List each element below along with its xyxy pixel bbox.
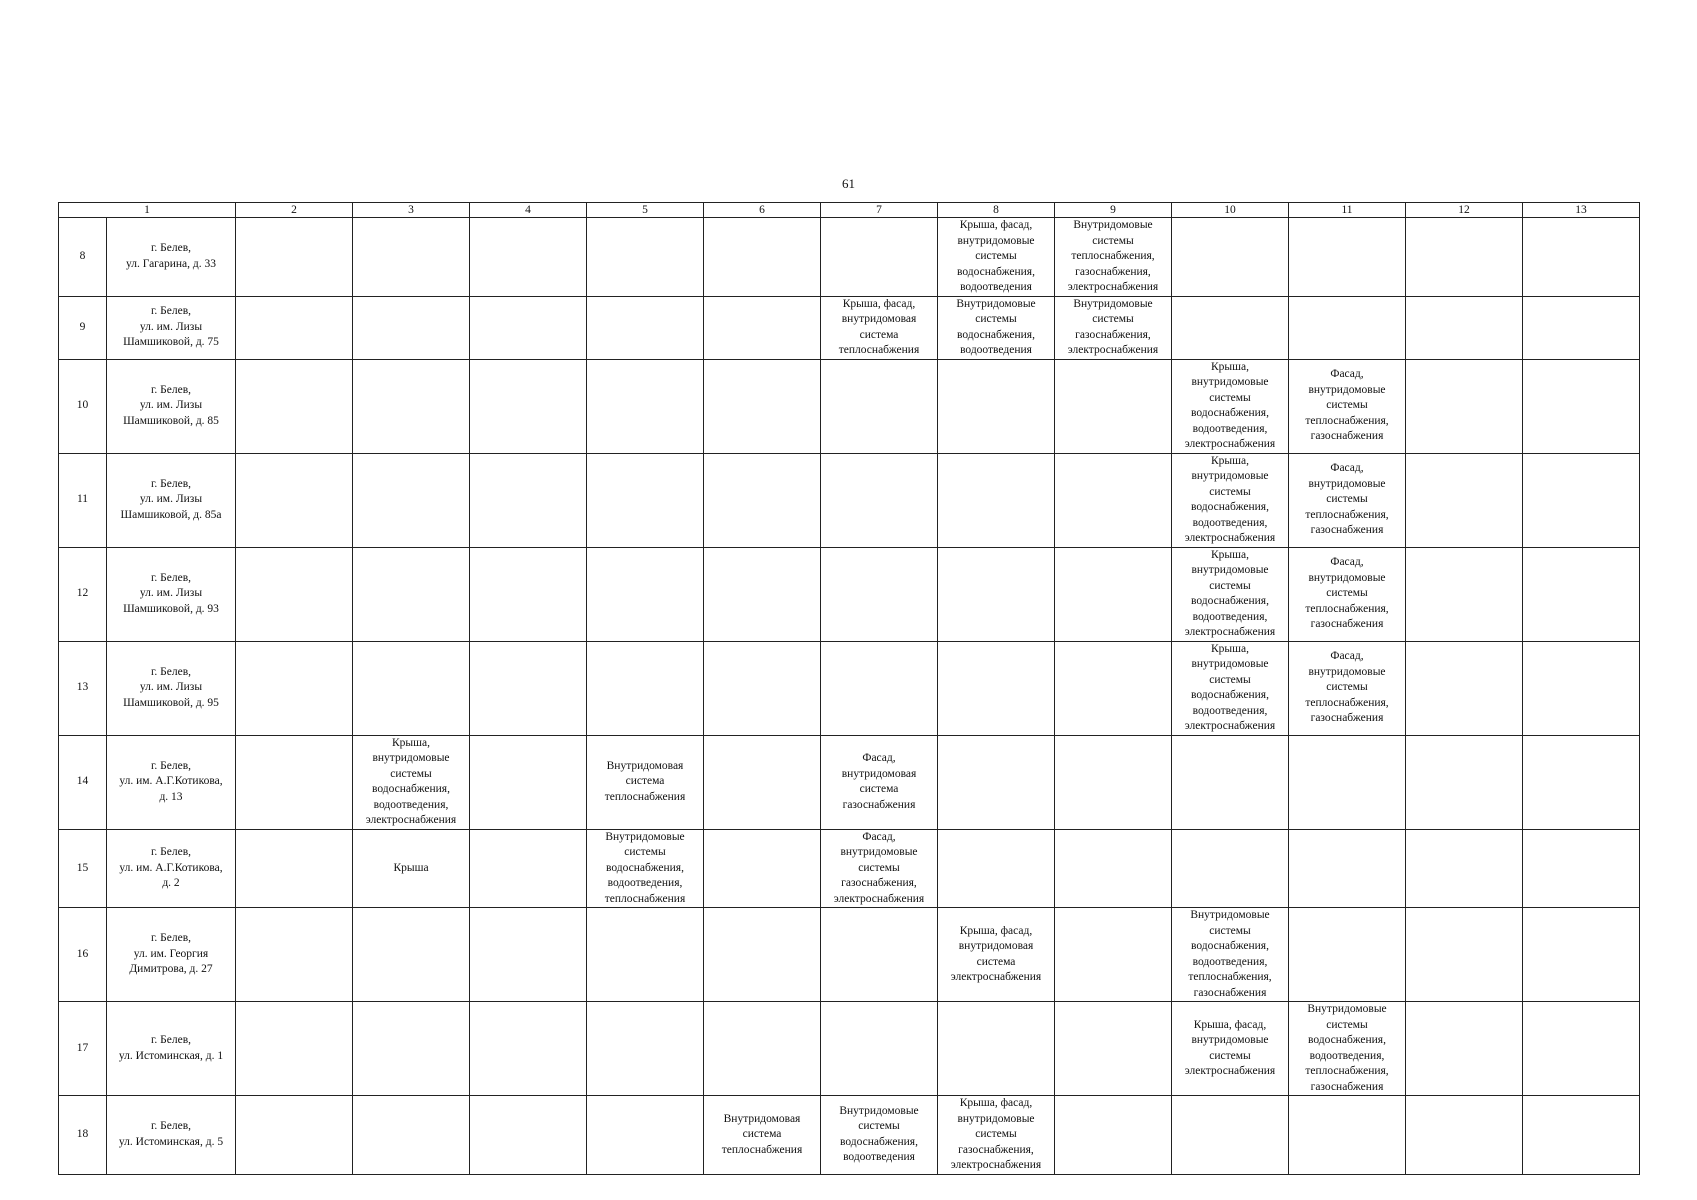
work-cell-col-3 (353, 641, 470, 735)
work-cell-col-5 (587, 641, 704, 735)
work-cell-col-5 (587, 735, 704, 829)
work-cell-col-3 (353, 359, 470, 453)
work-cell-col-5 (587, 547, 704, 641)
work-cell-col-9 (1055, 359, 1172, 453)
work-cell-col-8 (938, 1096, 1055, 1175)
work-cell-col-11 (1289, 735, 1406, 829)
work-cell-col-7 (821, 547, 938, 641)
work-text: Фасад, внутридомовые системы теплоснабжения, газоснабжения (1305, 368, 1389, 443)
work-cell-col-11 (1289, 218, 1406, 297)
work-cell-col-13 (1523, 1096, 1640, 1175)
work-cell-col-8 (938, 735, 1055, 829)
work-text: Внутридомовые системы водоснабжения, водоотведения, теплоснабжения, газоснабжения (1188, 909, 1272, 999)
work-cell-col-9 (1055, 218, 1172, 297)
work-cell-col-6 (704, 359, 821, 453)
table-row (59, 296, 1640, 359)
work-cell-col-4 (470, 547, 587, 641)
work-cell-col-4 (470, 735, 587, 829)
work-cell-col-8 (938, 1002, 1055, 1096)
work-cell-col-7 (821, 296, 938, 359)
page-number: 61 (842, 176, 855, 191)
work-cell-col-10 (1172, 547, 1289, 641)
column-header: 3 (353, 203, 470, 218)
work-cell-col-9 (1055, 296, 1172, 359)
work-cell-col-9 (1055, 829, 1172, 908)
work-cell-col-9 (1055, 1096, 1172, 1175)
work-cell-col-10 (1172, 735, 1289, 829)
row-number: 14 (59, 735, 107, 829)
work-cell-col-7 (821, 453, 938, 547)
work-cell-col-4 (470, 908, 587, 1002)
work-cell-col-11 (1289, 1002, 1406, 1096)
row-number: 17 (59, 1002, 107, 1096)
work-cell-col-11 (1289, 1096, 1406, 1175)
work-cell-col-5 (587, 453, 704, 547)
work-cell-col-2 (236, 829, 353, 908)
row-number: 9 (59, 296, 107, 359)
work-cell-col-8 (938, 218, 1055, 297)
row-number: 18 (59, 1096, 107, 1175)
address-text: г. Белев, ул. им. Георгия Димитрова, д. 27 (129, 932, 213, 976)
work-cell-col-3 (353, 453, 470, 547)
work-cell-col-5 (587, 218, 704, 297)
work-cell-col-9 (1055, 908, 1172, 1002)
work-cell-col-2 (236, 908, 353, 1002)
work-cell-col-10 (1172, 296, 1289, 359)
work-cell-col-11 (1289, 453, 1406, 547)
work-cell-col-8 (938, 296, 1055, 359)
work-cell-col-2 (236, 641, 353, 735)
work-cell-col-5 (587, 359, 704, 453)
work-text: Внутридомовые системы теплоснабжения, газоснабжения, электроснабжения (1067, 219, 1159, 293)
work-text: Крыша, внутридомовые системы водоснабжения, водоотведения, электроснабжения (365, 736, 457, 826)
column-header: 2 (236, 203, 353, 218)
work-cell-col-11 (1289, 829, 1406, 908)
work-cell-col-7 (821, 641, 938, 735)
work-cell-col-7 (821, 218, 938, 297)
address-text: г. Белев, ул. Истоминская, д. 1 (118, 1034, 224, 1062)
work-cell-col-3 (353, 547, 470, 641)
work-text: Крыша, фасад, внутридомовая система электроснабжения (950, 924, 1042, 983)
work-cell-col-10 (1172, 1096, 1289, 1175)
work-cell-col-12 (1406, 359, 1523, 453)
address-text: г. Белев, ул. им. Лизы Шамшиковой, д. 85 (123, 383, 219, 427)
table-row (59, 735, 1640, 829)
work-cell-col-5 (587, 908, 704, 1002)
work-text: Внутридомовые системы водоснабжения, водоотведения (956, 297, 1036, 356)
work-cell-col-4 (470, 359, 587, 453)
address-text: г. Белев, ул. им. Лизы Шамшиковой, д. 75 (123, 305, 219, 349)
work-cell-col-13 (1523, 218, 1640, 297)
work-cell-col-13 (1523, 296, 1640, 359)
row-number: 12 (59, 547, 107, 641)
table-row (59, 453, 1640, 547)
address-text: г. Белев, ул. им. Лизы Шамшиковой, д. 85а (120, 477, 222, 521)
work-cell-col-6 (704, 908, 821, 1002)
work-text: Внутридомовая система теплоснабжения (604, 759, 686, 803)
table-row (59, 1096, 1640, 1175)
work-cell-col-7 (821, 735, 938, 829)
work-cell-col-6 (704, 641, 821, 735)
work-cell-col-8 (938, 829, 1055, 908)
work-cell-col-12 (1406, 1002, 1523, 1096)
work-cell-col-8 (938, 908, 1055, 1002)
table-row (59, 359, 1640, 453)
work-cell-col-3 (353, 735, 470, 829)
column-header: 1 (59, 203, 236, 218)
column-header: 7 (821, 203, 938, 218)
table-row (59, 547, 1640, 641)
work-cell-col-12 (1406, 908, 1523, 1002)
work-cell-col-11 (1289, 547, 1406, 641)
work-cell-col-13 (1523, 735, 1640, 829)
address-cell (107, 1002, 236, 1096)
work-cell-col-10 (1172, 453, 1289, 547)
work-text: Фасад, внутридомовые системы теплоснабжения, газоснабжения (1305, 462, 1389, 537)
work-cell-col-5 (587, 1096, 704, 1175)
work-cell-col-8 (938, 547, 1055, 641)
work-cell-col-8 (938, 453, 1055, 547)
work-cell-col-6 (704, 547, 821, 641)
table-row (59, 641, 1640, 735)
work-cell-col-9 (1055, 641, 1172, 735)
work-cell-col-9 (1055, 735, 1172, 829)
address-text: г. Белев, ул. им. А.Г.Котикова, д. 13 (119, 759, 223, 803)
work-text: Крыша, внутридомовые системы водоснабжения, водоотведения, электроснабжения (1184, 360, 1276, 450)
column-header: 12 (1406, 203, 1523, 218)
work-cell-col-3 (353, 218, 470, 297)
address-cell (107, 296, 236, 359)
work-cell-col-13 (1523, 547, 1640, 641)
work-text: Внутридомовые системы водоснабжения, водоотведения, теплоснабжения (604, 830, 686, 905)
work-cell-col-3 (353, 829, 470, 908)
work-cell-col-9 (1055, 1002, 1172, 1096)
work-cell-col-12 (1406, 453, 1523, 547)
work-cell-col-3 (353, 1096, 470, 1175)
work-cell-col-4 (470, 296, 587, 359)
work-text: Крыша, фасад, внутридомовые системы электроснабжения (1184, 1018, 1276, 1077)
work-cell-col-3 (353, 296, 470, 359)
work-cell-col-10 (1172, 908, 1289, 1002)
work-cell-col-5 (587, 1002, 704, 1096)
work-cell-col-10 (1172, 359, 1289, 453)
work-cell-col-5 (587, 296, 704, 359)
column-header: 8 (938, 203, 1055, 218)
work-cell-col-4 (470, 829, 587, 908)
address-text: г. Белев, ул. Гагарина, д. 33 (125, 242, 217, 270)
work-text: Крыша, фасад, внутридомовые системы водоснабжения, водоотведения (957, 219, 1035, 293)
work-cell-col-10 (1172, 829, 1289, 908)
work-cell-col-7 (821, 908, 938, 1002)
work-cell-col-7 (821, 829, 938, 908)
table-row (59, 1002, 1640, 1096)
work-cell-col-3 (353, 1002, 470, 1096)
table-row (59, 829, 1640, 908)
address-cell (107, 359, 236, 453)
work-cell-col-13 (1523, 641, 1640, 735)
work-cell-col-6 (704, 829, 821, 908)
work-cell-col-3 (353, 908, 470, 1002)
work-text: Внутридомовые системы газоснабжения, электроснабжения (1067, 297, 1159, 356)
work-cell-col-7 (821, 359, 938, 453)
work-cell-col-13 (1523, 1002, 1640, 1096)
work-text: Крыша, фасад, внутридомовая система теплоснабжения (838, 297, 920, 356)
column-header: 13 (1523, 203, 1640, 218)
column-header: 5 (587, 203, 704, 218)
work-text: Внутридомовые системы водоснабжения, водоотведения, теплоснабжения, газоснабжения (1305, 1003, 1389, 1093)
work-text: Внутридомовые системы водоснабжения, водоотведения (839, 1104, 919, 1164)
work-cell-col-6 (704, 453, 821, 547)
work-cell-col-12 (1406, 1096, 1523, 1175)
table-row (59, 908, 1640, 1002)
work-cell-col-11 (1289, 359, 1406, 453)
column-header: 11 (1289, 203, 1406, 218)
work-text: Крыша, внутридомовые системы водоснабжения, водоотведения, электроснабжения (1184, 454, 1276, 544)
work-cell-col-10 (1172, 218, 1289, 297)
work-cell-col-9 (1055, 547, 1172, 641)
address-cell (107, 453, 236, 547)
address-cell (107, 908, 236, 1002)
work-cell-col-4 (470, 453, 587, 547)
work-cell-col-2 (236, 735, 353, 829)
address-text: г. Белев, ул. Истоминская, д. 5 (118, 1120, 224, 1148)
work-cell-col-12 (1406, 829, 1523, 908)
row-number: 11 (59, 453, 107, 547)
work-text: Крыша, фасад, внутридомовые системы газоснабжения, электроснабжения (950, 1097, 1042, 1171)
row-number: 13 (59, 641, 107, 735)
row-number: 8 (59, 218, 107, 297)
work-cell-col-13 (1523, 359, 1640, 453)
work-cell-col-12 (1406, 296, 1523, 359)
work-cell-col-4 (470, 1002, 587, 1096)
row-number: 10 (59, 359, 107, 453)
address-cell (107, 735, 236, 829)
column-header: 9 (1055, 203, 1172, 218)
work-cell-col-4 (470, 1096, 587, 1175)
work-cell-col-2 (236, 296, 353, 359)
work-cell-col-6 (704, 218, 821, 297)
work-cell-col-2 (236, 1002, 353, 1096)
address-text: г. Белев, ул. им. Лизы Шамшиковой, д. 93 (123, 571, 219, 615)
work-cell-col-8 (938, 359, 1055, 453)
work-cell-col-7 (821, 1096, 938, 1175)
work-cell-col-13 (1523, 829, 1640, 908)
work-text: Внутридомовая система теплоснабжения (721, 1112, 803, 1156)
work-cell-col-9 (1055, 453, 1172, 547)
address-text: г. Белев, ул. им. А.Г.Котикова, д. 2 (119, 846, 223, 889)
work-text: Крыша (393, 861, 429, 874)
work-cell-col-2 (236, 453, 353, 547)
work-text: Фасад, внутридомовая система газоснабжения (841, 752, 917, 811)
work-cell-col-13 (1523, 453, 1640, 547)
row-number: 16 (59, 908, 107, 1002)
work-cell-col-12 (1406, 641, 1523, 735)
work-cell-col-4 (470, 641, 587, 735)
address-cell (107, 547, 236, 641)
work-cell-col-12 (1406, 218, 1523, 297)
address-cell (107, 1096, 236, 1175)
work-cell-col-6 (704, 1002, 821, 1096)
work-cell-col-11 (1289, 908, 1406, 1002)
column-header-row (59, 203, 1640, 218)
work-cell-col-7 (821, 1002, 938, 1096)
work-cell-col-6 (704, 296, 821, 359)
address-cell (107, 829, 236, 908)
work-cell-col-2 (236, 359, 353, 453)
work-cell-col-6 (704, 735, 821, 829)
address-cell (107, 641, 236, 735)
address-cell (107, 218, 236, 297)
work-text: Крыша, внутридомовые системы водоснабжения, водоотведения, электроснабжения (1184, 548, 1276, 638)
column-header: 10 (1172, 203, 1289, 218)
repair-schedule-table (58, 202, 1640, 1175)
work-text: Фасад, внутридомовые системы теплоснабжения, газоснабжения (1305, 556, 1389, 631)
row-number: 15 (59, 829, 107, 908)
work-text: Крыша, внутридомовые системы водоснабжения, водоотведения, электроснабжения (1184, 642, 1276, 732)
address-text: г. Белев, ул. им. Лизы Шамшиковой, д. 95 (123, 665, 219, 709)
work-cell-col-2 (236, 1096, 353, 1175)
work-text: Фасад, внутридомовые системы газоснабжения, электроснабжения (833, 830, 925, 905)
work-text: Фасад, внутридомовые системы теплоснабжения, газоснабжения (1305, 650, 1389, 725)
column-header: 4 (470, 203, 587, 218)
work-cell-col-8 (938, 641, 1055, 735)
work-cell-col-11 (1289, 296, 1406, 359)
work-cell-col-2 (236, 218, 353, 297)
work-cell-col-5 (587, 829, 704, 908)
work-cell-col-10 (1172, 1002, 1289, 1096)
work-cell-col-2 (236, 547, 353, 641)
work-cell-col-10 (1172, 641, 1289, 735)
work-cell-col-11 (1289, 641, 1406, 735)
work-cell-col-4 (470, 218, 587, 297)
work-cell-col-6 (704, 1096, 821, 1175)
work-cell-col-12 (1406, 547, 1523, 641)
work-cell-col-12 (1406, 735, 1523, 829)
work-cell-col-13 (1523, 908, 1640, 1002)
column-header: 6 (704, 203, 821, 218)
table-row (59, 218, 1640, 297)
